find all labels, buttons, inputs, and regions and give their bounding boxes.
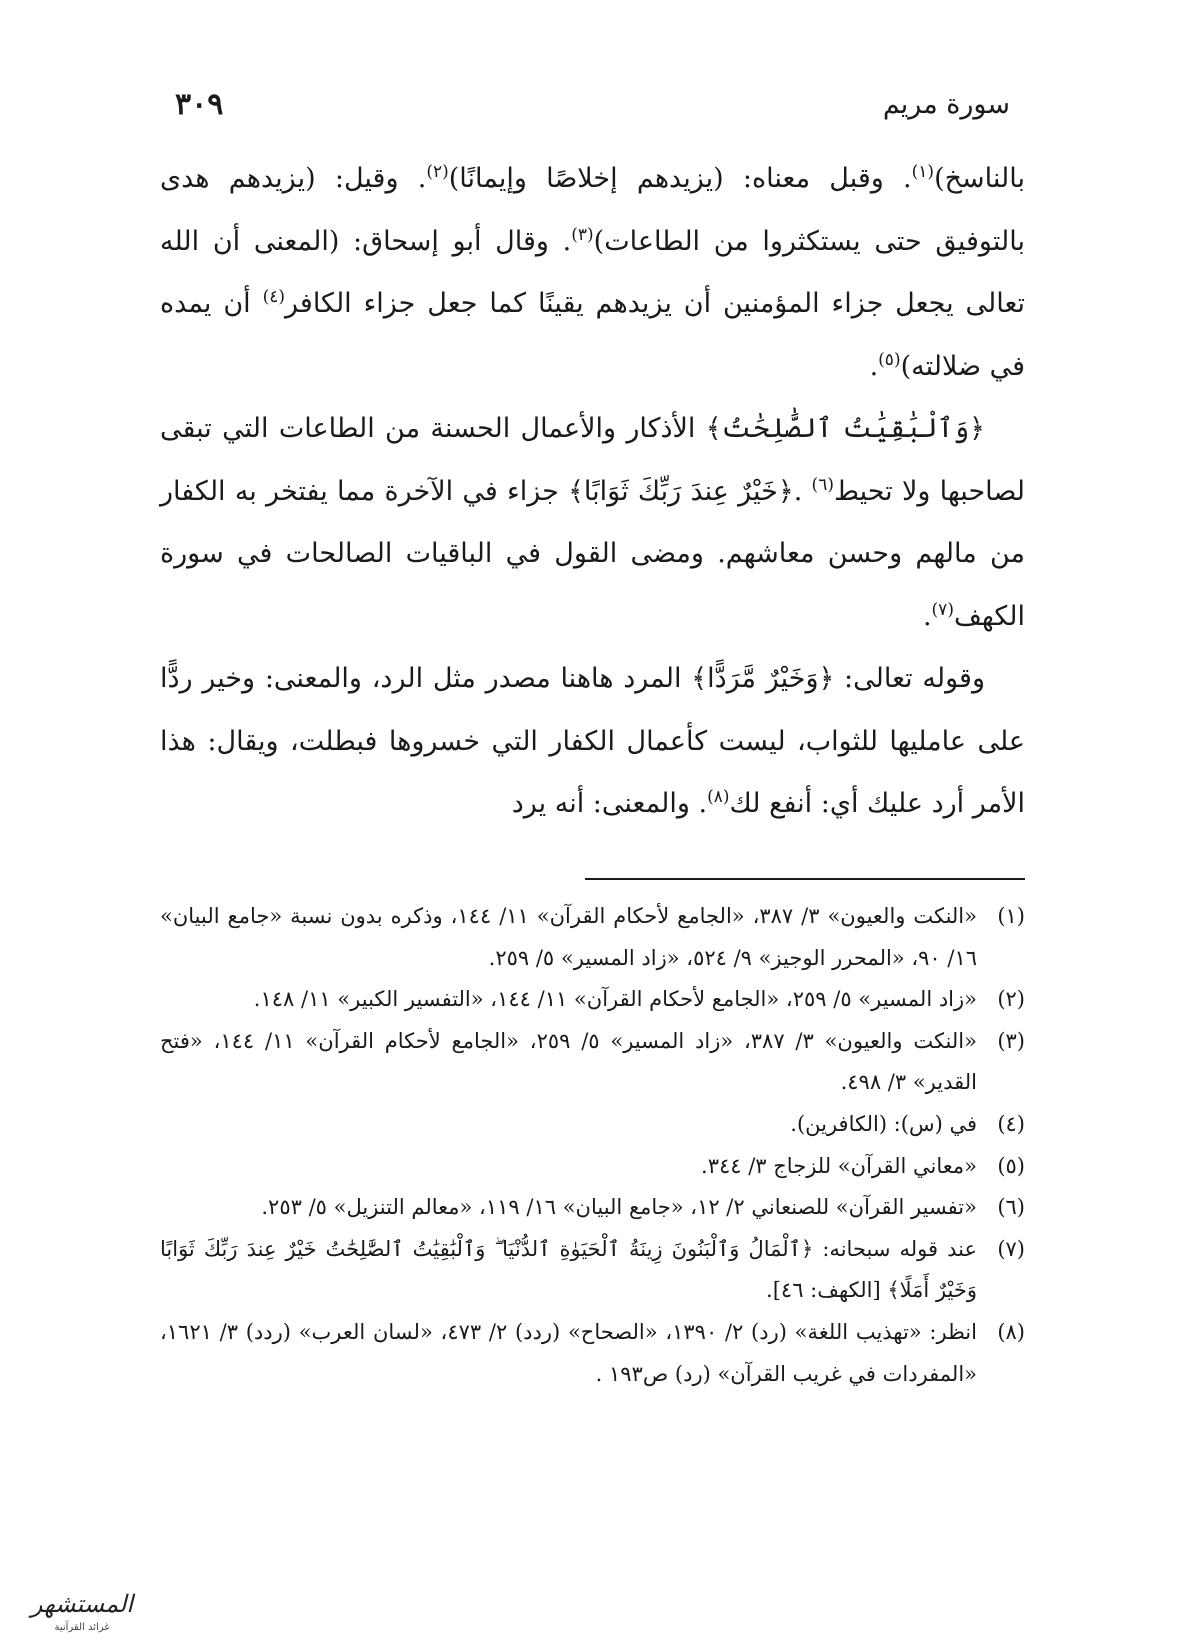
footnote-text: «النكت والعيون» ٣/ ٣٨٧، «الجامع لأحكام القرآن» ١١/ ١٤٤، وذكره بدون نسبة «جامع البيان» ١٦/ ٩٠، «المحرر الوجيز» ٩/ ٥٢٤، «زاد المسير» ٥/ ٢٥٩. bbox=[160, 904, 977, 970]
footnote-ref: (٣) bbox=[571, 224, 594, 245]
publisher-logo bbox=[22, 1580, 142, 1636]
footnote-number: (٨) bbox=[997, 1319, 1025, 1344]
footnote-number: (٣) bbox=[997, 1028, 1025, 1053]
quran-quote: ﴿وَٱلْبَٰقِيَٰتُ ٱلصَّٰلِحَٰتُ﴾ bbox=[705, 413, 985, 444]
footnote bbox=[160, 1146, 1025, 1188]
text-run: المرد هاهنا مصدر مثل الرد، والمعنى: وخير ردًّا على عامليها للثواب، ليست كأعمال الكفار التي خسروها فبطلت، ويقال: هذا الأمر أرد عليك أي: أنفع لك bbox=[160, 663, 1025, 819]
footnotes bbox=[160, 896, 1025, 1395]
footnote-number: (١) bbox=[997, 904, 1025, 928]
footnote bbox=[160, 1021, 1025, 1104]
footnote-number: (٥) bbox=[997, 1153, 1025, 1178]
logo-subtext: غرائد القرآنية bbox=[54, 1622, 110, 1633]
page-number: ٣٠٩ bbox=[175, 86, 224, 122]
text-run: . bbox=[793, 475, 812, 507]
text-run: . bbox=[869, 350, 879, 382]
footnote-ref: (٢) bbox=[426, 162, 449, 182]
footnote-number: (٦) bbox=[997, 1195, 1025, 1220]
footnote bbox=[160, 1104, 1025, 1146]
footnote-ref: (٥) bbox=[878, 349, 901, 370]
footnote bbox=[160, 1312, 1025, 1395]
footnote-number: (٧) bbox=[997, 1236, 1025, 1261]
footnote bbox=[160, 896, 1025, 979]
text-run: جزاء في الآخرة مما يفتخر به الكفار من مالهم وحسن معاشهم. ومضى القول في الباقيات الصالحات في سورة الكهف bbox=[160, 475, 1025, 632]
quran-quote: ﴿خَيْرٌ عِندَ رَبِّكَ ثَوَابًا﴾ bbox=[568, 475, 794, 507]
footnote-text: «تفسير القرآن» للصنعاني ٢/ ١٢، «جامع البيان» ١٦/ ١١٩، «معالم التنزيل» ٥/ ٢٥٣. bbox=[261, 1195, 977, 1220]
footnote bbox=[160, 1229, 1025, 1312]
footnote-text: عند قوله سبحانه: ﴿ٱلْمَالُ وَٱلْبَنُونَ زِينَةُ ٱلْحَيَوٰةِ ٱلدُّنْيَا ۖ وَٱلْبَٰقِيَٰتُ ٱلصَّٰلِحَٰتُ خَيْرٌ عِندَ رَبِّكَ ثَوَابًا وَخَيْرٌ أَمَلًا﴾ [الكهف: ٤٦]. bbox=[160, 1236, 977, 1303]
footnote-text: «زاد المسير» ٥/ ٢٥٩، «الجامع لأحكام القرآن» ١١/ ١٤٤، «التفسير الكبير» ١١/ ١٤٨. bbox=[253, 987, 977, 1012]
running-title: سورة مريم bbox=[882, 88, 1010, 120]
footnote-ref: (١) bbox=[911, 162, 935, 182]
footnote bbox=[160, 1187, 1025, 1229]
text-run: . وقال أبو إسحاق: (المعنى أن الله تعالى يجعل جزاء المؤمنين أن يزيدهم يقينًا كما جعل جزاء الكافر bbox=[160, 225, 1026, 319]
text-run: . والمعنى: أنه يرد bbox=[511, 788, 708, 819]
footnote-ref: (٤) bbox=[262, 287, 286, 307]
footnote-ref: (٨) bbox=[707, 787, 730, 807]
paragraph-2 bbox=[160, 398, 1025, 648]
footnote-text: «النكت والعيون» ٣/ ٣٨٧، «زاد المسير» ٥/ ٢٥٩، «الجامع لأحكام القرآن» ١١/ ١٤٤، «فتح القدير» ٣/ ٤٩٨. bbox=[160, 1028, 977, 1095]
main-text bbox=[160, 148, 1025, 836]
quran-quote: ﴿وَخَيْرٌ مَّرَدًّا﴾ bbox=[691, 663, 835, 694]
text-run: . وقبل معناه: (يزيدهم إخلاصًا وإيمانًا) bbox=[448, 163, 912, 194]
paragraph-1 bbox=[160, 148, 1025, 398]
footnote-separator bbox=[585, 878, 1025, 880]
footnote-ref: (٦) bbox=[811, 474, 834, 495]
footnote-number: (٢) bbox=[997, 987, 1025, 1012]
text-run: وقوله تعالى: bbox=[834, 663, 985, 694]
text-run: بالناسخ) bbox=[934, 163, 1025, 194]
text-run: أن يمده في ضلالته) bbox=[160, 288, 1025, 382]
paragraph-3 bbox=[160, 648, 1025, 836]
footnote-text: في (س): (الكافرين). bbox=[790, 1111, 977, 1136]
footnote-number: (٤) bbox=[997, 1111, 1025, 1136]
footnote-text: انظر: «تهذيب اللغة» (رد) ٢/ ١٣٩٠، «الصحاح» (ردد) ٢/ ٤٧٣، «لسان العرب» (ردد) ٣/ ١٦٢١، «المفردات في غريب القرآن» (رد) ص١٩٣ . bbox=[160, 1319, 977, 1386]
page-header bbox=[175, 82, 1010, 126]
text-run: الأذكار والأعمال الحسنة من الطاعات التي تبقى لصاحبها ولا تحيط bbox=[160, 413, 1026, 507]
text-run: . bbox=[922, 600, 932, 632]
footnote bbox=[160, 979, 1025, 1021]
logo-text: المستشهر bbox=[30, 1590, 134, 1618]
footnote-ref: (٧) bbox=[931, 599, 954, 620]
footnote-text: «معاني القرآن» للزجاج ٣/ ٣٤٤. bbox=[701, 1153, 977, 1178]
text-run: . وقيل: (يزيدهم هدى بالتوفيق حتى يستكثروا من الطاعات) bbox=[160, 163, 1025, 257]
